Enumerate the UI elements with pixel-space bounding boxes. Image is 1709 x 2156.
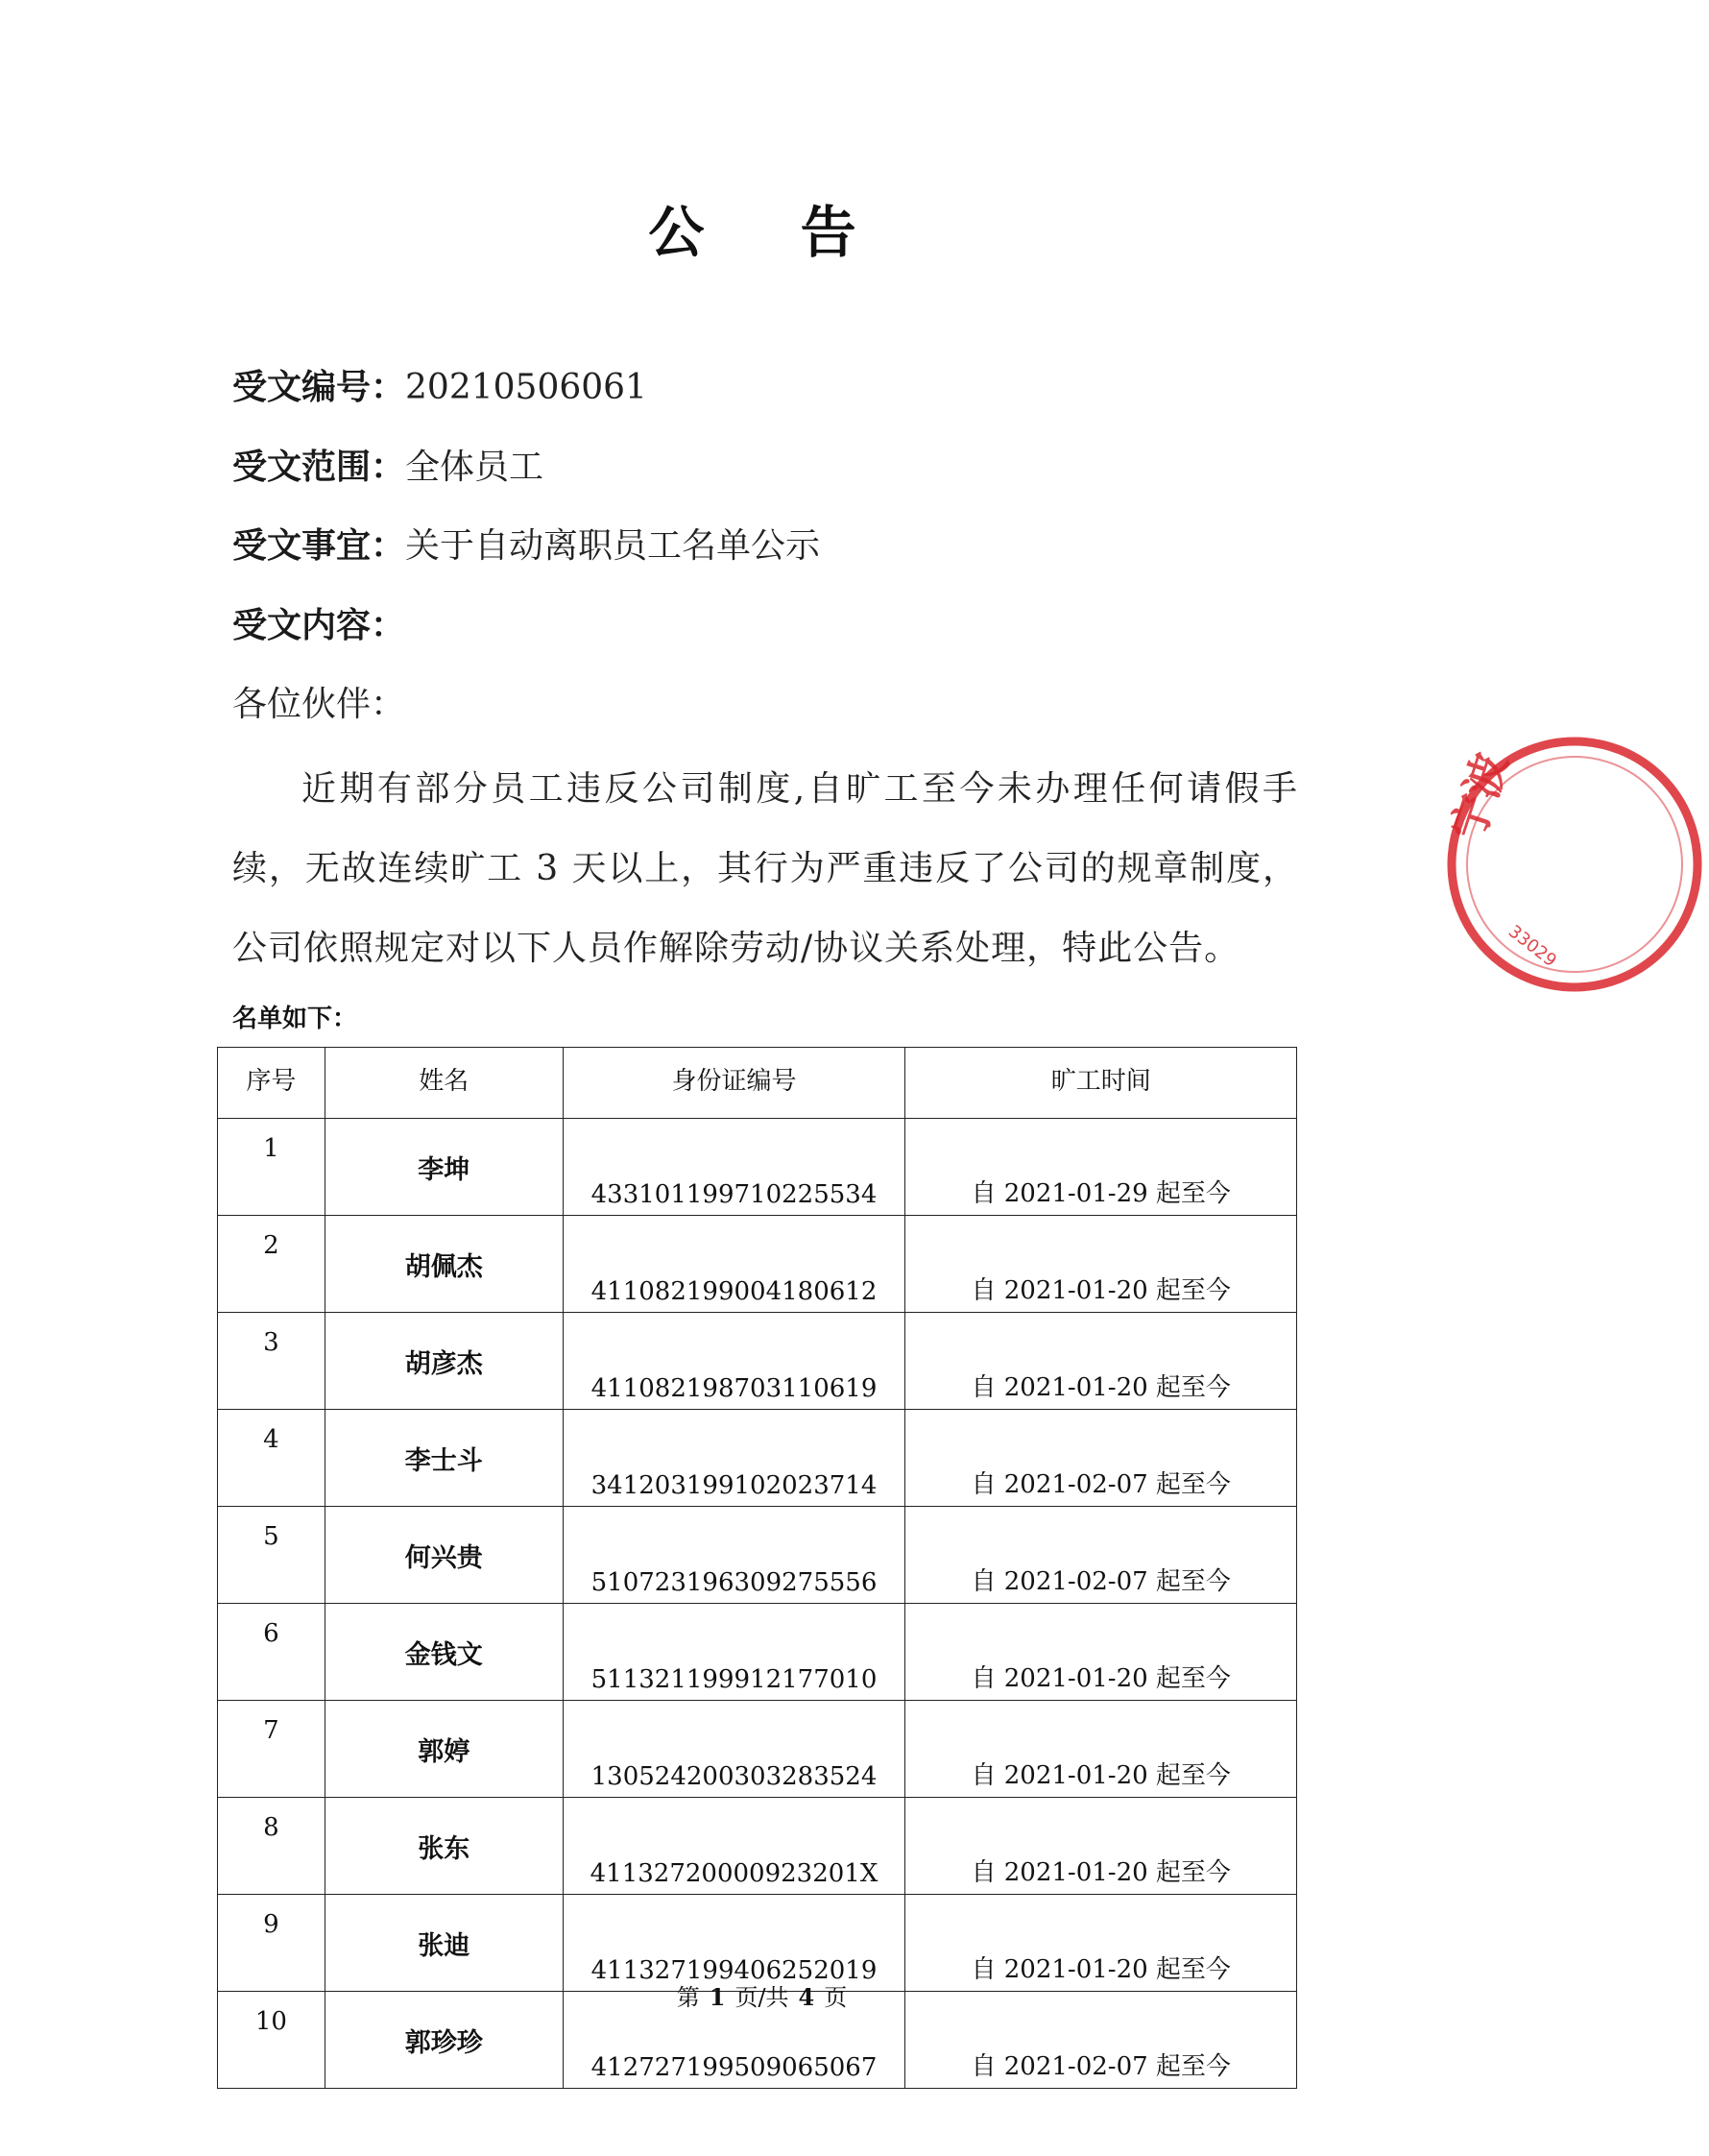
matter-line	[232, 525, 820, 568]
footer-middle: 页/共	[734, 1984, 789, 2011]
footer-page-number: 1	[709, 1983, 726, 2011]
table-row	[218, 1701, 1297, 1798]
row-name: 郭婷	[325, 1701, 563, 1798]
row-absence-time: 自 2021-01-20 起至今	[905, 1604, 1297, 1701]
table-header-row	[218, 1048, 1297, 1119]
row-id-number: 411327199406252019	[563, 1895, 905, 1992]
row-name: 郭珍珍	[325, 1992, 563, 2089]
list-heading: 名单如下：	[232, 1005, 358, 1033]
table-row	[218, 1604, 1297, 1701]
row-index: 7	[218, 1701, 325, 1798]
notice-body: 近期有部分员工违反公司制度,自旷工至今未办理任何请假手续，无故连续旷工 3 天以上，其行为严重违反了公司的规章制度，公司依照规定对以下人员作解除劳动/协议关系处理，特此公告。	[232, 769, 1298, 968]
row-index: 9	[218, 1895, 325, 1992]
row-id-number: 411082198703110619	[563, 1313, 905, 1410]
footer-suffix: 页	[824, 1984, 848, 2011]
table-row	[218, 1798, 1297, 1895]
footer-prefix: 第	[676, 1984, 700, 2011]
row-id-number: 130524200303283524	[563, 1701, 905, 1798]
content-label: 受文内容：	[232, 606, 406, 645]
row-index: 6	[218, 1604, 325, 1701]
row-id-number: 510723196309275556	[563, 1507, 905, 1604]
row-name: 金钱文	[325, 1604, 563, 1701]
row-id-number: 433101199710225534	[563, 1119, 905, 1216]
row-index: 4	[218, 1410, 325, 1507]
row-id-number: 511321199912177010	[563, 1604, 905, 1701]
seal-text: 宁波	[1441, 746, 1518, 847]
row-id-number: 411082199004180612	[563, 1216, 905, 1313]
scope-line	[232, 447, 543, 489]
row-absence-time: 自 2021-01-20 起至今	[905, 1798, 1297, 1895]
doc-number-value: 20210506061	[405, 368, 647, 407]
header-name: 姓名	[325, 1048, 563, 1119]
scope-label: 受文范围：	[232, 448, 406, 487]
row-absence-time: 自 2021-01-20 起至今	[905, 1701, 1297, 1798]
table-row	[218, 1895, 1297, 1992]
row-absence-time: 自 2021-01-20 起至今	[905, 1216, 1297, 1313]
row-absence-time: 自 2021-01-20 起至今	[905, 1895, 1297, 1992]
row-index: 5	[218, 1507, 325, 1604]
row-absence-time: 自 2021-01-20 起至今	[905, 1313, 1297, 1410]
row-id-number: 341203199102023714	[563, 1410, 905, 1507]
row-index: 1	[218, 1119, 325, 1216]
footer-total-pages: 4	[798, 1983, 815, 2011]
table-row	[218, 1313, 1297, 1410]
header-index: 序号	[218, 1048, 325, 1119]
dismissal-table	[217, 1047, 1297, 2089]
row-name: 李坤	[325, 1119, 563, 1216]
row-absence-time: 自 2021-01-29 起至今	[905, 1119, 1297, 1216]
row-index: 10	[218, 1992, 325, 2089]
header-absence-time: 旷工时间	[905, 1048, 1297, 1119]
row-name: 胡佩杰	[325, 1216, 563, 1313]
greeting: 各位伙伴：	[232, 685, 406, 724]
company-seal-stamp	[1440, 730, 1709, 999]
scope-value: 全体员工	[405, 448, 544, 487]
row-absence-time: 自 2021-02-07 起至今	[905, 1410, 1297, 1507]
row-name: 何兴贵	[325, 1507, 563, 1604]
row-index: 3	[218, 1313, 325, 1410]
table-row	[218, 1507, 1297, 1604]
row-id-number: 41132720000923201X	[563, 1798, 905, 1895]
table-row	[218, 1410, 1297, 1507]
page-footer	[0, 1978, 1524, 2012]
header-id-number: 身份证编号	[563, 1048, 905, 1119]
row-name: 张迪	[325, 1895, 563, 1992]
row-id-number: 412727199509065067	[563, 1992, 905, 2089]
row-name: 张东	[325, 1798, 563, 1895]
row-name: 胡彦杰	[325, 1313, 563, 1410]
row-index: 8	[218, 1798, 325, 1895]
seal-code: 33029	[1504, 921, 1560, 972]
table-row	[218, 1119, 1297, 1216]
row-absence-time: 自 2021-02-07 起至今	[905, 1507, 1297, 1604]
row-absence-time: 自 2021-02-07 起至今	[905, 1992, 1297, 2089]
doc-number-label: 受文编号：	[232, 368, 406, 407]
matter-label: 受文事宜：	[232, 526, 406, 566]
table-row	[218, 1216, 1297, 1313]
document-title: 公 告	[648, 200, 895, 265]
matter-value: 关于自动离职员工名单公示	[405, 526, 821, 566]
content-line	[232, 605, 405, 647]
row-index: 2	[218, 1216, 325, 1313]
doc-number-line	[232, 367, 647, 409]
row-name: 李士斗	[325, 1410, 563, 1507]
